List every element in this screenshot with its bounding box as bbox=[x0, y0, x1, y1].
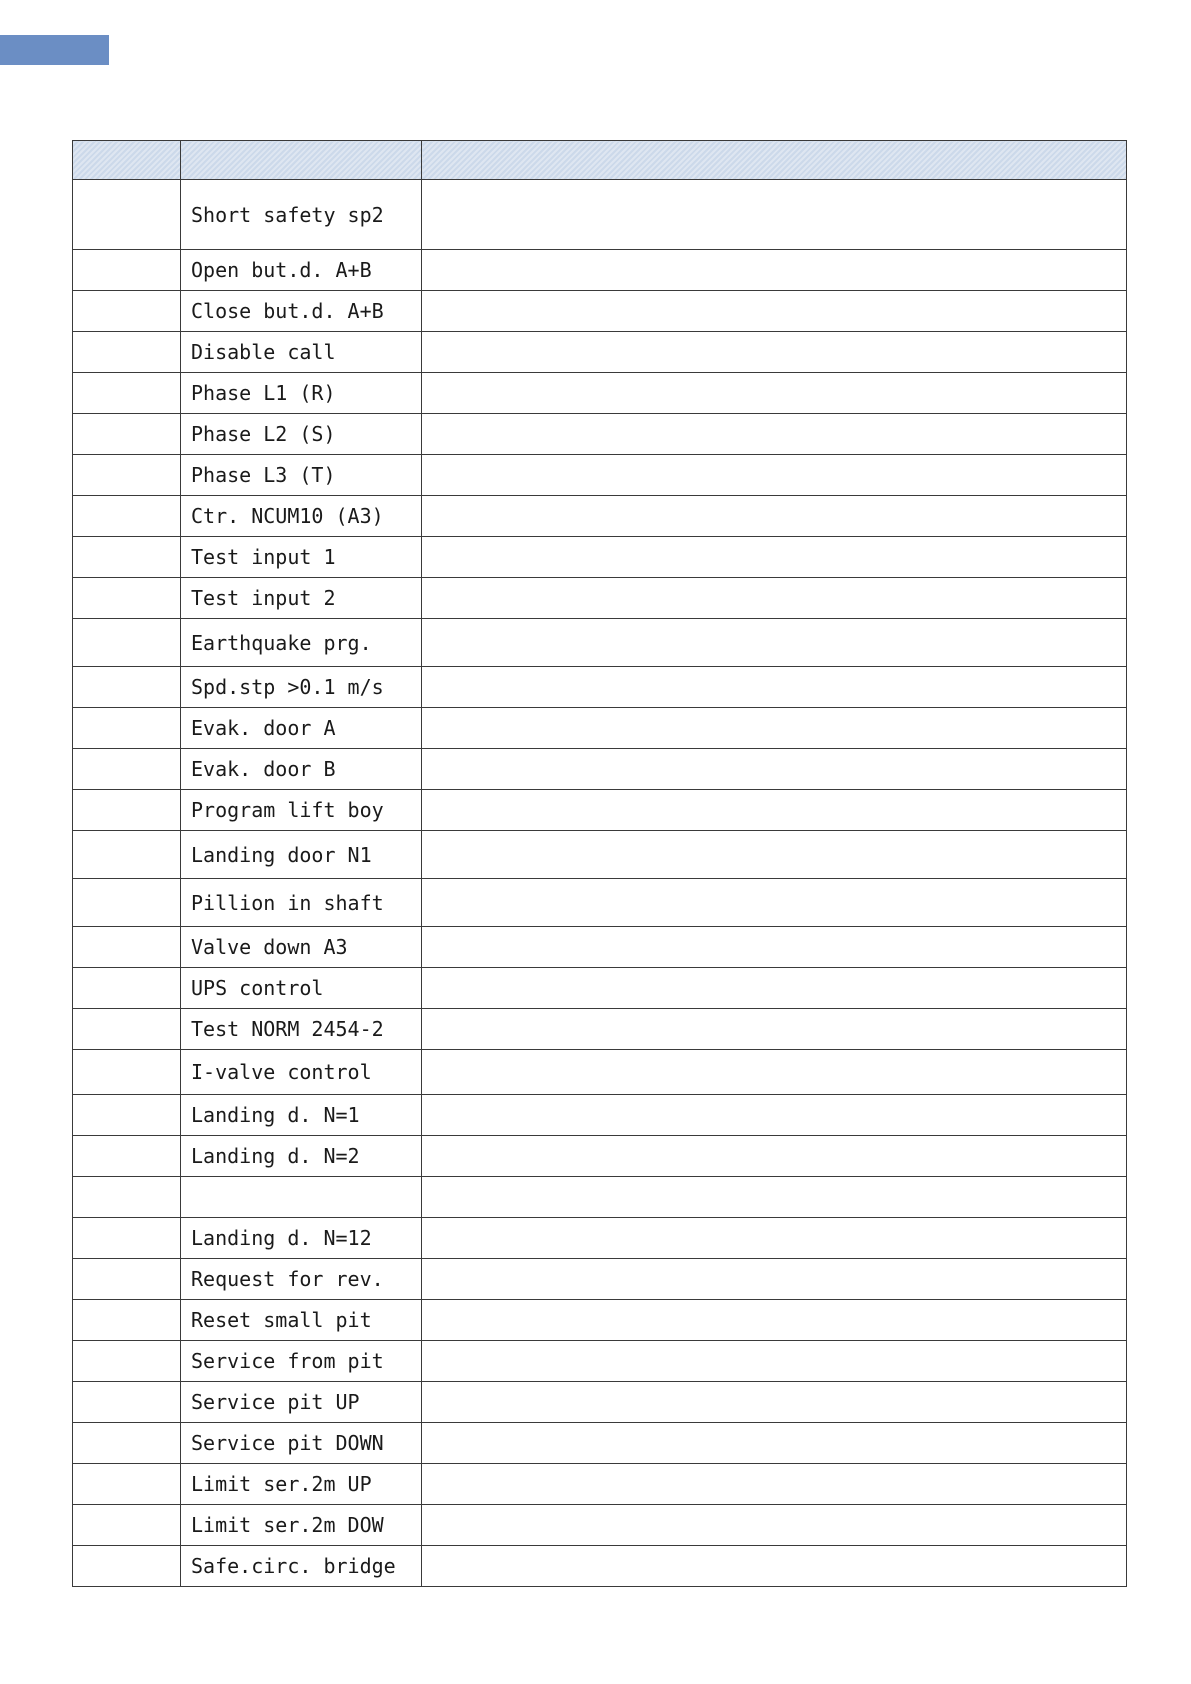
corner-tab bbox=[0, 35, 109, 65]
table-row bbox=[73, 1095, 1127, 1136]
description-cell bbox=[422, 879, 1127, 927]
description-cell bbox=[422, 291, 1127, 332]
parameter-label-cell: Limit ser.2m UP bbox=[181, 1464, 422, 1505]
description-cell bbox=[422, 790, 1127, 831]
parameter-label-cell: Earthquake prg. bbox=[181, 619, 422, 667]
parameter-label-cell: Phase L3 (T) bbox=[181, 455, 422, 496]
table-row bbox=[73, 749, 1127, 790]
index-cell bbox=[73, 1218, 181, 1259]
table-row bbox=[73, 180, 1127, 250]
parameter-label-cell: Landing door N1 bbox=[181, 831, 422, 879]
table-row bbox=[73, 1009, 1127, 1050]
parameter-label-cell: Disable call bbox=[181, 332, 422, 373]
table-row bbox=[73, 250, 1127, 291]
table-row bbox=[73, 831, 1127, 879]
index-cell bbox=[73, 619, 181, 667]
parameter-label-cell: Landing d. N=12 bbox=[181, 1218, 422, 1259]
index-cell bbox=[73, 1009, 181, 1050]
table-row bbox=[73, 1505, 1127, 1546]
description-cell bbox=[422, 496, 1127, 537]
parameter-label-cell: Close but.d. A+B bbox=[181, 291, 422, 332]
description-cell bbox=[422, 1341, 1127, 1382]
description-cell bbox=[422, 1095, 1127, 1136]
index-cell bbox=[73, 291, 181, 332]
parameter-label-cell: Test NORM 2454-2 bbox=[181, 1009, 422, 1050]
index-cell bbox=[73, 1546, 181, 1587]
index-cell bbox=[73, 414, 181, 455]
index-cell bbox=[73, 1382, 181, 1423]
index-cell bbox=[73, 496, 181, 537]
description-cell bbox=[422, 373, 1127, 414]
parameter-label-cell: Test input 2 bbox=[181, 578, 422, 619]
io-parameter-table bbox=[72, 140, 1127, 1587]
description-cell bbox=[422, 968, 1127, 1009]
description-cell bbox=[422, 1259, 1127, 1300]
index-cell bbox=[73, 1505, 181, 1546]
parameter-label-cell: Request for rev. bbox=[181, 1259, 422, 1300]
description-cell bbox=[422, 619, 1127, 667]
table-row bbox=[73, 1136, 1127, 1177]
description-cell bbox=[422, 831, 1127, 879]
table-row bbox=[73, 1382, 1127, 1423]
parameter-label-cell: Phase L2 (S) bbox=[181, 414, 422, 455]
description-cell bbox=[422, 708, 1127, 749]
table-row bbox=[73, 537, 1127, 578]
description-cell bbox=[422, 414, 1127, 455]
index-cell bbox=[73, 1136, 181, 1177]
table-row bbox=[73, 1341, 1127, 1382]
index-cell bbox=[73, 1177, 181, 1218]
table-row bbox=[73, 968, 1127, 1009]
parameter-label-cell: Evak. door A bbox=[181, 708, 422, 749]
parameter-label-cell: Phase L1 (R) bbox=[181, 373, 422, 414]
index-cell bbox=[73, 1259, 181, 1300]
description-cell bbox=[422, 927, 1127, 968]
index-cell bbox=[73, 332, 181, 373]
table-row bbox=[73, 1464, 1127, 1505]
index-cell bbox=[73, 455, 181, 496]
description-cell bbox=[422, 1177, 1127, 1218]
description-cell bbox=[422, 578, 1127, 619]
table-body bbox=[73, 180, 1127, 1587]
index-cell bbox=[73, 968, 181, 1009]
table-row bbox=[73, 708, 1127, 749]
index-cell bbox=[73, 667, 181, 708]
parameter-label-cell: Pillion in shaft bbox=[181, 879, 422, 927]
table-row bbox=[73, 1300, 1127, 1341]
table-row bbox=[73, 1259, 1127, 1300]
parameter-label-cell: Open but.d. A+B bbox=[181, 250, 422, 291]
table-row bbox=[73, 619, 1127, 667]
table-row bbox=[73, 291, 1127, 332]
table-row bbox=[73, 496, 1127, 537]
description-cell bbox=[422, 1136, 1127, 1177]
index-cell bbox=[73, 578, 181, 619]
header-cell-2 bbox=[181, 141, 422, 180]
table-row bbox=[73, 332, 1127, 373]
parameter-label-cell: Short safety sp2 bbox=[181, 180, 422, 250]
table-row bbox=[73, 1050, 1127, 1095]
parameter-label-cell bbox=[181, 1177, 422, 1218]
table-row bbox=[73, 578, 1127, 619]
index-cell bbox=[73, 373, 181, 414]
index-cell bbox=[73, 1341, 181, 1382]
description-cell bbox=[422, 180, 1127, 250]
table-row bbox=[73, 1218, 1127, 1259]
index-cell bbox=[73, 1464, 181, 1505]
description-cell bbox=[422, 1050, 1127, 1095]
table-row bbox=[73, 1177, 1127, 1218]
parameter-label-cell: Evak. door B bbox=[181, 749, 422, 790]
description-cell bbox=[422, 332, 1127, 373]
index-cell bbox=[73, 749, 181, 790]
description-cell bbox=[422, 749, 1127, 790]
index-cell bbox=[73, 927, 181, 968]
parameter-label-cell: Limit ser.2m DOW bbox=[181, 1505, 422, 1546]
table-header bbox=[73, 141, 1127, 180]
description-cell bbox=[422, 1464, 1127, 1505]
parameter-label-cell: UPS control bbox=[181, 968, 422, 1009]
index-cell bbox=[73, 1300, 181, 1341]
index-cell bbox=[73, 879, 181, 927]
parameter-label-cell: Valve down A3 bbox=[181, 927, 422, 968]
index-cell bbox=[73, 1423, 181, 1464]
index-cell bbox=[73, 1050, 181, 1095]
table-row bbox=[73, 455, 1127, 496]
description-cell bbox=[422, 250, 1127, 291]
header-cell-1 bbox=[73, 141, 181, 180]
parameter-label-cell: Landing d. N=1 bbox=[181, 1095, 422, 1136]
index-cell bbox=[73, 1095, 181, 1136]
header-row bbox=[73, 141, 1127, 180]
table-row bbox=[73, 667, 1127, 708]
parameter-label-cell: Service pit DOWN bbox=[181, 1423, 422, 1464]
index-cell bbox=[73, 180, 181, 250]
parameter-label-cell: Spd.stp >0.1 m/s bbox=[181, 667, 422, 708]
parameter-label-cell: I-valve control bbox=[181, 1050, 422, 1095]
description-cell bbox=[422, 1546, 1127, 1587]
parameter-label-cell: Program lift boy bbox=[181, 790, 422, 831]
index-cell bbox=[73, 708, 181, 749]
parameter-label-cell: Reset small pit bbox=[181, 1300, 422, 1341]
table-row bbox=[73, 414, 1127, 455]
parameter-label-cell: Service from pit bbox=[181, 1341, 422, 1382]
table-row bbox=[73, 373, 1127, 414]
parameter-label-cell: Ctr. NCUM10 (A3) bbox=[181, 496, 422, 537]
description-cell bbox=[422, 1218, 1127, 1259]
description-cell bbox=[422, 537, 1127, 578]
index-cell bbox=[73, 790, 181, 831]
description-cell bbox=[422, 1009, 1127, 1050]
table-row bbox=[73, 1423, 1127, 1464]
index-cell bbox=[73, 537, 181, 578]
description-cell bbox=[422, 1505, 1127, 1546]
table-row bbox=[73, 790, 1127, 831]
description-cell bbox=[422, 455, 1127, 496]
table-row bbox=[73, 1546, 1127, 1587]
header-cell-3 bbox=[422, 141, 1127, 180]
parameter-label-cell: Safe.circ. bridge bbox=[181, 1546, 422, 1587]
description-cell bbox=[422, 1382, 1127, 1423]
index-cell bbox=[73, 831, 181, 879]
index-cell bbox=[73, 250, 181, 291]
parameter-label-cell: Landing d. N=2 bbox=[181, 1136, 422, 1177]
description-cell bbox=[422, 667, 1127, 708]
parameter-label-cell: Test input 1 bbox=[181, 537, 422, 578]
table-row bbox=[73, 879, 1127, 927]
parameter-label-cell: Service pit UP bbox=[181, 1382, 422, 1423]
description-cell bbox=[422, 1423, 1127, 1464]
description-cell bbox=[422, 1300, 1127, 1341]
table-row bbox=[73, 927, 1127, 968]
